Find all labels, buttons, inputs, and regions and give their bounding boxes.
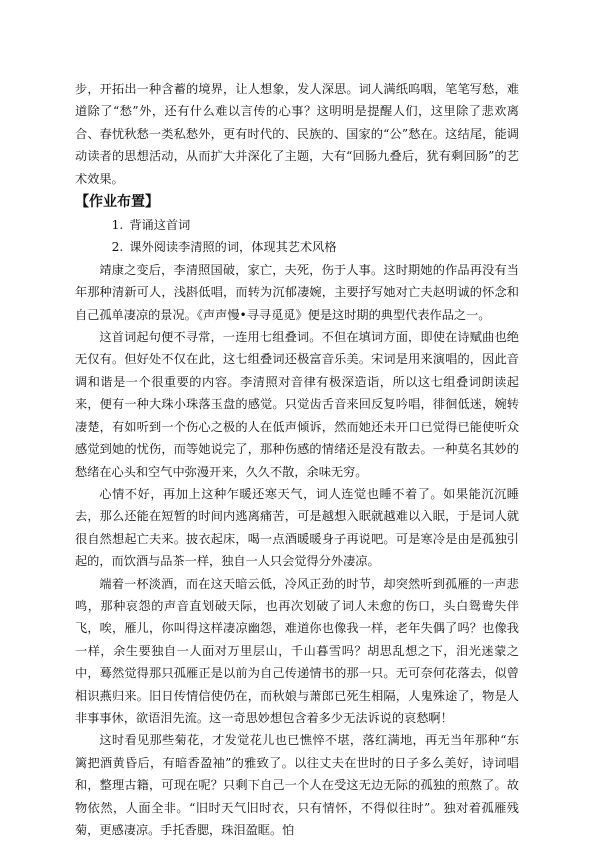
list-item-text: 背诵这首词 [129, 218, 191, 233]
paragraph: 步，开拓出一种含蓄的境界，让人想象，发人深思。词人满纸呜咽，笔笔写愁，难道除了“愁”外，还有什么难以言传的心事？这明明是提醒人们，这里除了悲欢离合、春忧秋愁一类私愁外，更有时代的、民族的、国家的“公”愁在。这结尾，能调动读者的思想活动，从而扩大并深化了主题，大有“回肠九叠后，犹有剩回肠”的艺术效果。 [75, 82, 519, 186]
list-item [75, 236, 519, 258]
paragraph: 这首词起句便不寻常，一连用七组叠词。不但在填词方面，即使在诗赋曲也绝无仅有。但好处不仅在此，这七组叠词还极富音乐美。宋词是用来演唱的，因此音调和谐是一个很重要的内容。李清照对音律有极深造诣，所以这七组叠词朗读起来，便有一种大珠小珠落玉盘的感觉。只觉齿舌音来回反复吟唱，徘徊低迷，婉转凄楚，有如听到一个伤心之极的人在低声倾诉，然而她还未开口已觉得已能使听众感觉到她的忧伤，而等她说完了，那种伤感的情绪还是没有散去。一种莫名其妙的愁绪在心头和空气中弥漫开来，久久不散，余味无穷。 [75, 330, 519, 479]
paragraph: 心情不好，再加上这种乍暖还寒天气，词人连觉也睡不着了。如果能沉沉睡去，那么还能在短暂的时间内逃离痛苦，可是越想入眠就越难以入眠，于是词人就很自然想起亡夫来。披衣起床，喝一点酒暖暖身子再说吧。可是寒冷是由是孤独引起的，而饮酒与品茶一样，独自一人只会觉得分外凄凉。 [75, 486, 519, 569]
page-content [75, 78, 519, 841]
list-item-number: 1. [111, 218, 124, 233]
list-item [75, 214, 519, 236]
section-heading: 【作业布置】 [75, 194, 159, 211]
paragraph: 这时看见那些菊花，才发觉花儿也已憔悴不堪，落红满地，再无当年那种“东篱把酒黄昏后，有暗香盈袖”的雅致了。以往丈夫在世时的日子多么美好，诗词唱和，整理古籍，可现在呢？只剩下自己一个人在受这无边无际的孤独的煎熬了。故物依然，人面全非。“旧时天气旧时衣，只有情怀，不得似往时”。独对着孤雁残菊，更感凄凉。手托香腮，珠泪盈眶。怕 [75, 733, 519, 837]
paragraph: 端着一杯淡酒，而在这天暗云低，冷风正劲的时节，却突然听到孤雁的一声悲鸣，那种哀怨的声音直划破天际，也再次划破了词人未愈的伤口，头白鸳鸯失伴飞，唉，雁儿，你叫得这样凄凉幽怨，难道你也像我一样，老年失偶了吗？也像我一样，余生要独自一人面对万里层山，千山暮雪吗？胡思乱想之下，泪光迷蒙之中，蓦然觉得那只孤雁正是以前为自己传递情书的那一只。无可奈何花落去，似曾相识燕归来。旧日传情信使仍在，而秋娘与萧郎已死生相隔，人鬼殊途了，物是人非事事休，欲语泪先流。这一奇思妙想包含着多少无法诉说的哀愁啊！ [75, 576, 519, 725]
paragraph: 靖康之变后，李清照国破，家亡，夫死，伤于人事。这时期她的作品再没有当年那种清新可人，浅斟低唱，而转为沉郁凄婉，主要抒写她对亡夫赵明诚的怀念和自己孤单凄凉的景况。《声声慢•寻寻觅觅》便是这时期的典型代表作品之一。 [75, 262, 519, 322]
list-item-text: 课外阅读李清照的词，体现其艺术风格 [129, 240, 337, 255]
list-item-number: 2. [111, 240, 124, 255]
